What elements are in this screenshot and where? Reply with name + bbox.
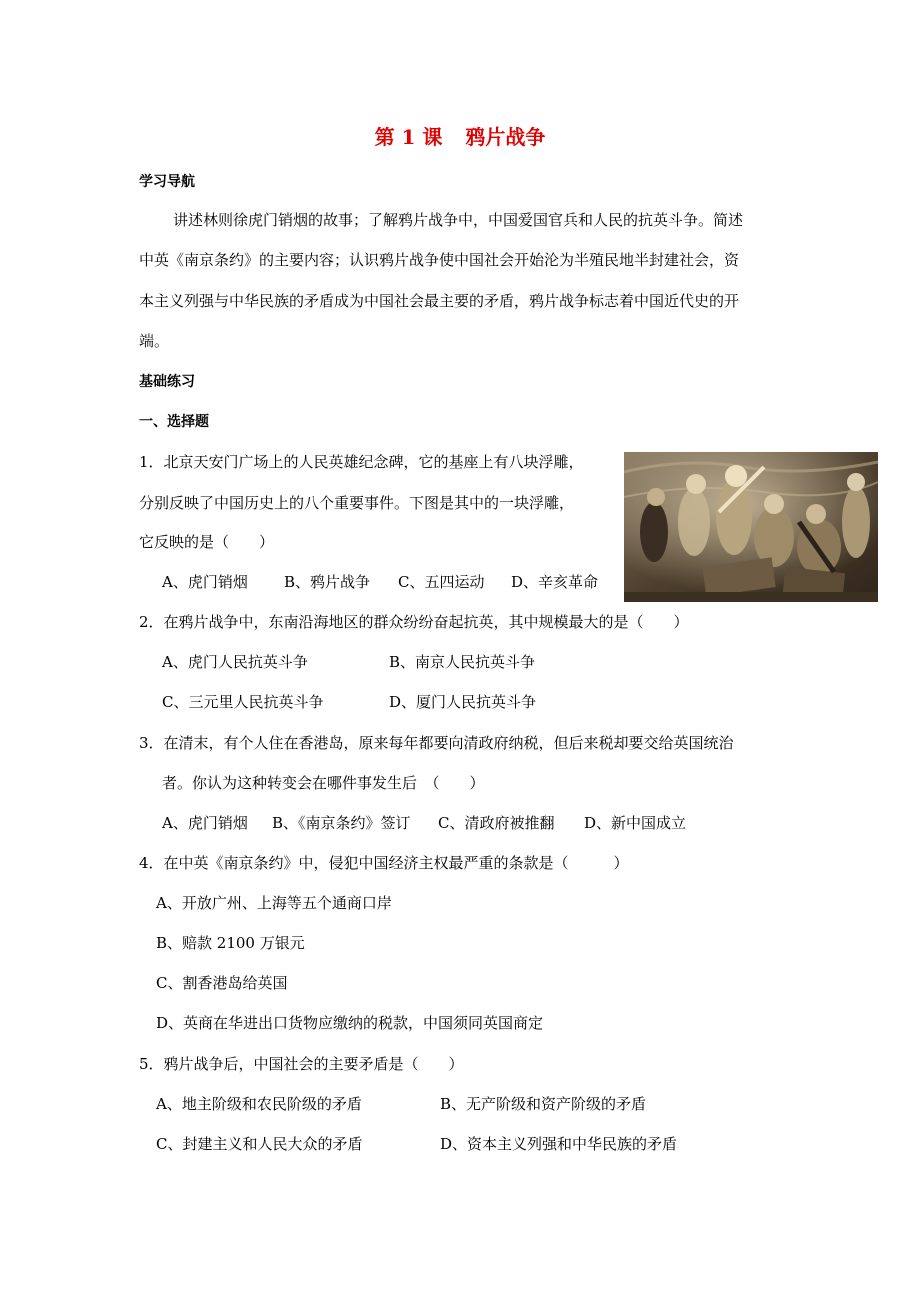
page-title <box>0 124 920 150</box>
question-4-option-b: B、赔款 2100 万银元 <box>156 934 305 952</box>
section-heading: 一、选择题 <box>139 414 209 430</box>
practice-heading: 基础练习 <box>139 374 195 390</box>
guide-heading: 学习导航 <box>139 174 195 190</box>
guide-line-4: 端。 <box>139 332 170 350</box>
question-4-option-c: C、割香港岛给英国 <box>156 974 288 992</box>
question-2-option-b: B、南京人民抗英斗争 <box>389 653 536 671</box>
question-1-line-1: 1．北京天安门广场上的人民英雄纪念碑，它的基座上有八块浮雕， <box>139 453 584 471</box>
question-2-option-c: C、三元里人民抗英斗争 <box>162 693 324 711</box>
lesson-number: 第 1 课 <box>374 125 443 149</box>
guide-line-2: 中英《南京条约》的主要内容；认识鸦片战争使中国社会开始沦为半殖民地半封建社会，资 <box>139 251 740 269</box>
question-3-option-d: D、新中国成立 <box>584 814 687 832</box>
question-5-option-a: A、地主阶级和农民阶级的矛盾 <box>156 1095 362 1113</box>
guide-line-3: 本主义列强与中华民族的矛盾成为中国社会最主要的矛盾，鸦片战争标志着中国近代史的开 <box>139 292 740 310</box>
question-1-line-3: 它反映的是（ ） <box>139 533 275 551</box>
question-1-option-a: A、虎门销烟 <box>162 573 248 591</box>
question-3-line-1: 3．在清末，有个人住在香港岛，原来每年都要向清政府纳税，但后来税却要交给英国统治 <box>139 734 734 752</box>
question-5-line-1: 5．鸦片战争后，中国社会的主要矛盾是（ ） <box>139 1055 464 1073</box>
question-3-option-a: A、虎门销烟 <box>162 814 248 832</box>
question-4-option-d: D、英商在华进出口货物应缴纳的税款，中国须同英国商定 <box>156 1014 544 1032</box>
question-1-line-2: 分别反映了中国历史上的八个重要事件。下图是其中的一块浮雕， <box>139 494 575 512</box>
lesson-topic: 鸦片战争 <box>465 125 546 149</box>
question-2-option-d: D、厦门人民抗英斗争 <box>389 693 537 711</box>
question-3-option-c: C、清政府被推翻 <box>438 814 555 832</box>
question-1-option-d: D、辛亥革命 <box>511 573 599 591</box>
question-3-line-2: 者。你认为这种转变会在哪件事发生后 （ ） <box>162 774 485 792</box>
question-5-option-d: D、资本主义列强和中华民族的矛盾 <box>440 1135 678 1153</box>
question-3-option-b: B、《南京条约》签订 <box>272 814 411 832</box>
question-1-option-c: C、五四运动 <box>398 573 485 591</box>
guide-line-1: 讲述林则徐虎门销烟的故事；了解鸦片战争中，中国爱国官兵和人民的抗英斗争。简述 <box>173 211 744 229</box>
question-2-option-a: A、虎门人民抗英斗争 <box>162 653 308 671</box>
relief-sculpture-photo <box>624 452 878 602</box>
question-4-line-1: 4．在中英《南京条约》中，侵犯中国经济主权最严重的条款是（ ） <box>139 854 629 872</box>
question-5-option-c: C、封建主义和人民大众的矛盾 <box>156 1135 363 1153</box>
question-4-option-a: A、开放广州、上海等五个通商口岸 <box>156 894 392 912</box>
question-1-option-b: B、鸦片战争 <box>284 573 371 591</box>
question-2-line-1: 2．在鸦片战争中，东南沿海地区的群众纷纷奋起抗英，其中规模最大的是（ ） <box>139 613 689 631</box>
question-5-option-b: B、无产阶级和资产阶级的矛盾 <box>440 1095 647 1113</box>
